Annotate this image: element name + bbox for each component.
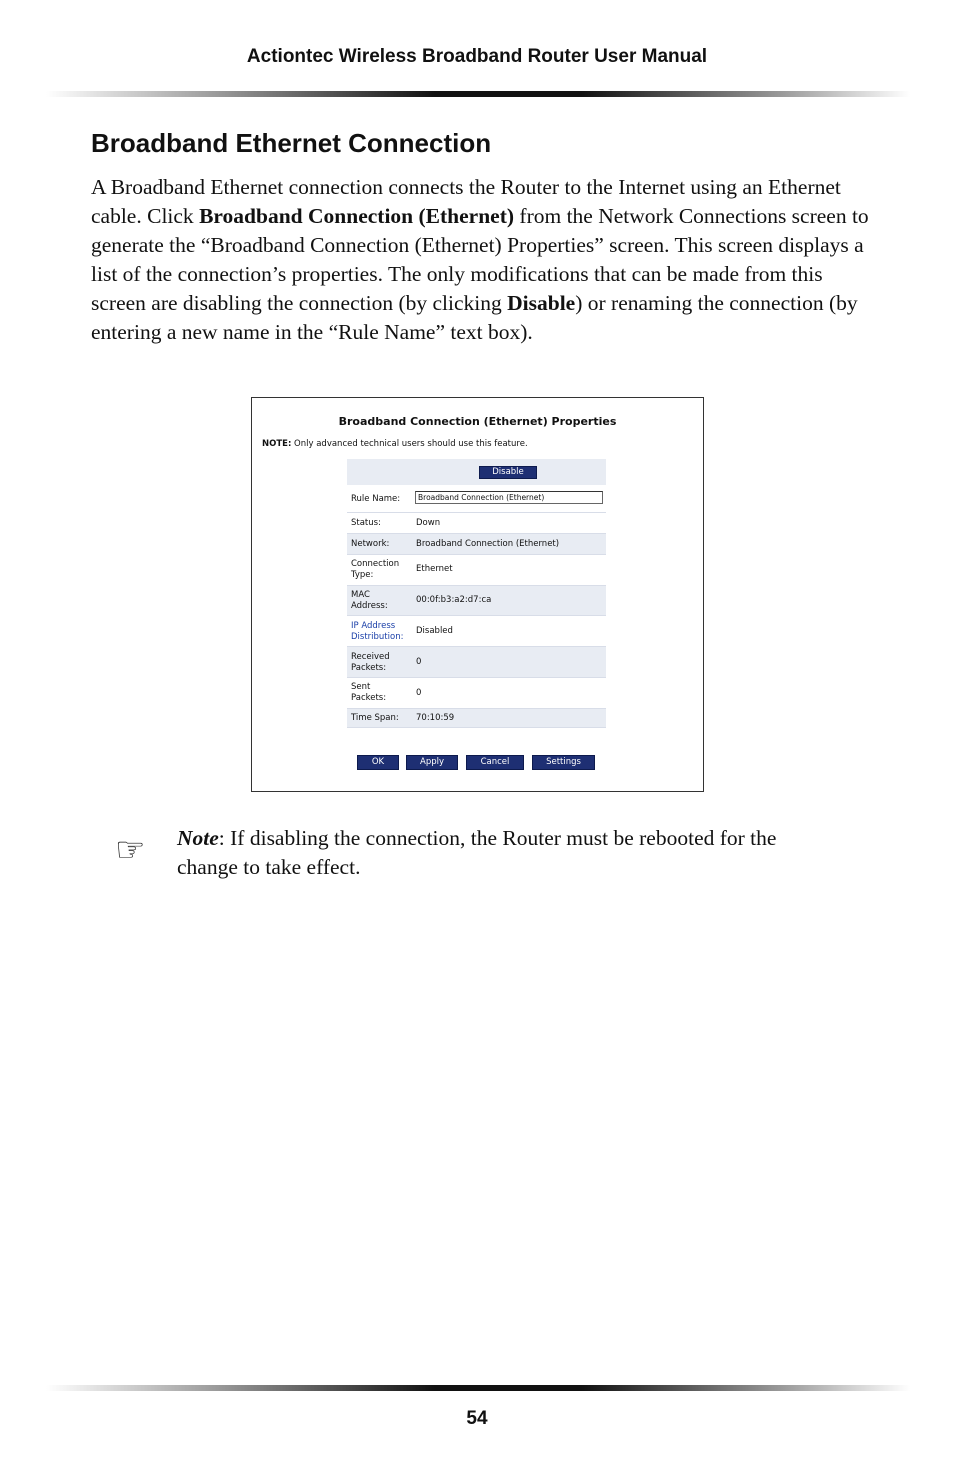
- table-row: [347, 616, 606, 647]
- table-row: [347, 513, 606, 534]
- row-value: 0: [416, 688, 422, 698]
- row-label: MAC Address:: [351, 590, 388, 611]
- row-value: Broadband Connection (Ethernet): [416, 539, 560, 549]
- row-label: Received Packets:: [351, 652, 390, 673]
- table-row: [347, 709, 606, 728]
- cancel-button[interactable]: Cancel: [466, 755, 524, 770]
- table-row: [347, 555, 606, 586]
- pointing-hand-icon: ☞: [115, 830, 146, 870]
- paragraph-bold-disable: Disable: [507, 291, 576, 315]
- header-rule: [46, 91, 910, 97]
- paragraph-text: from the Network Connections screen to generate the “Broadband Connection (Ethernet) Properties” screen. This screen displays a list of the connection’s properties. The only modifications that can be made from this screen are disabling the connection (by clicking: [91, 204, 869, 315]
- row-label: Connection Type:: [351, 559, 400, 580]
- row-value: 70:10:59: [416, 713, 455, 723]
- note-paragraph: [177, 824, 777, 882]
- paragraph-bold-connection: Broadband Connection (Ethernet): [199, 204, 515, 228]
- page-header: Actiontec Wireless Broadband Router User Manual: [246, 46, 708, 67]
- row-label: Sent Packets:: [351, 682, 387, 703]
- note-text: : If disabling the connection, the Router must be rebooted for the change to take effect.: [177, 826, 777, 879]
- note-label: Note: [177, 826, 219, 850]
- paragraph-text: ) or renaming the connection (by entering a new name in the “Rule Name” text box).: [91, 291, 858, 344]
- row-value: 00:0f:b3:a2:d7:ca: [416, 595, 492, 605]
- disable-button[interactable]: Disable: [479, 466, 537, 479]
- table-row: [347, 534, 606, 555]
- table-row: [347, 586, 606, 616]
- table-row: [347, 647, 606, 678]
- ok-button[interactable]: OK: [357, 755, 399, 770]
- rule-name-row: [347, 485, 606, 513]
- properties-table: [347, 459, 606, 728]
- disable-row: [347, 459, 606, 485]
- footer-rule: [46, 1385, 910, 1391]
- section-title: Broadband Ethernet Connection: [91, 128, 492, 158]
- row-label: Status:: [351, 518, 381, 528]
- apply-button[interactable]: Apply: [406, 755, 458, 770]
- screenshot-note-label: NOTE:: [262, 439, 292, 449]
- row-label-link[interactable]: IP Address Distribution:: [351, 621, 404, 642]
- table-row: [347, 678, 606, 709]
- page-number: 54: [466, 1408, 488, 1429]
- settings-button[interactable]: Settings: [532, 755, 595, 770]
- properties-screenshot: [251, 397, 704, 792]
- screenshot-title: Broadband Connection (Ethernet) Properties: [338, 415, 617, 428]
- row-value: Ethernet: [416, 564, 453, 574]
- rule-name-label: Rule Name:: [351, 494, 401, 504]
- row-label: Time Span:: [351, 713, 399, 723]
- rule-name-input[interactable]: Broadband Connection (Ethernet): [415, 491, 603, 504]
- row-value: 0: [416, 657, 422, 667]
- screenshot-note-text: Only advanced technical users should use this feature.: [291, 439, 528, 449]
- screenshot-note: [262, 439, 528, 449]
- paragraph-text: A Broadband Ethernet connection connects the Router to the Internet using an Ethernet cable. Click: [91, 175, 841, 228]
- row-value: Disabled: [416, 626, 453, 636]
- row-label: Network:: [351, 539, 390, 549]
- row-value: Down: [416, 518, 441, 528]
- body-paragraph: [91, 173, 871, 347]
